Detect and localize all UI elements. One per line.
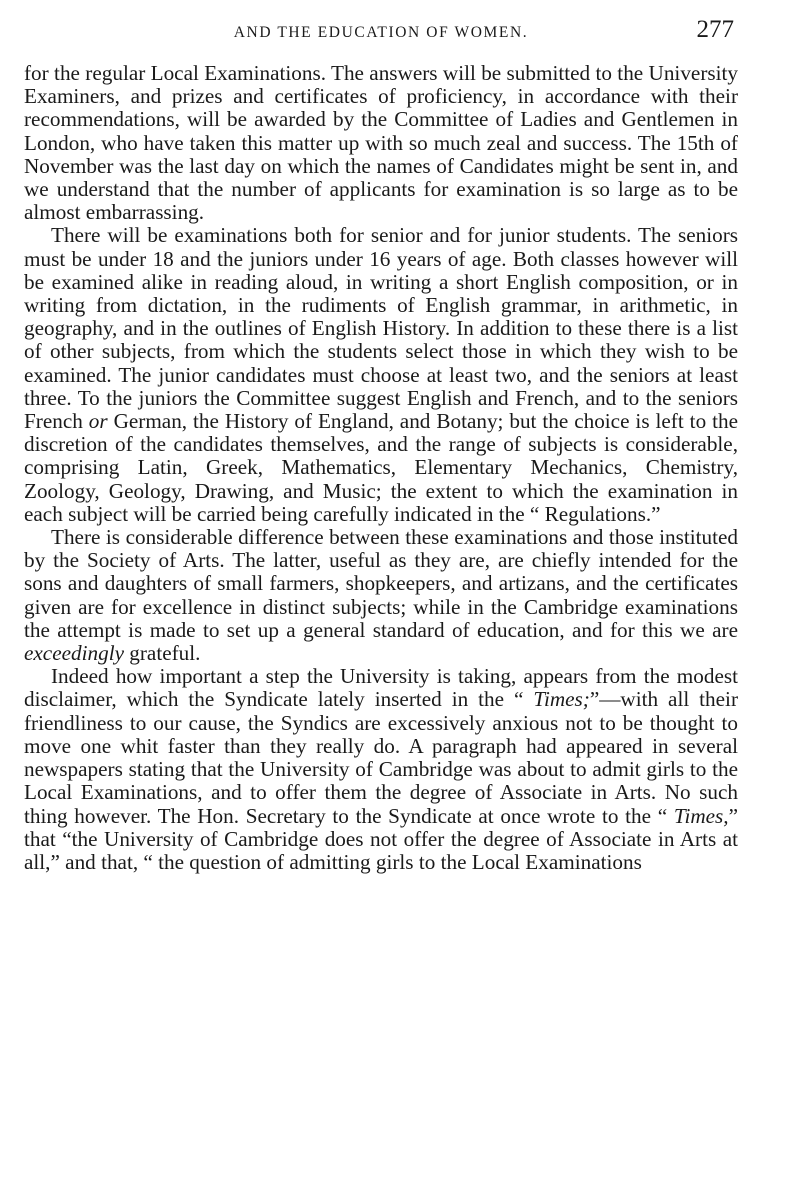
paragraph-4-text-b: ”—with all their friendliness to our cause, the Syndics are excessively anxious not to be thought to move one whit faster than they really do. A paragraph had appeared in several newspapers stating that the University of Cambridge was about to admit girls to the Local Examinations, and to offer them the degree of Associate in Arts. No such thing however. The Hon. Secretary to the Syndicate at once wrote to the “ xyxy=(24,687,738,828)
paragraph-4-emphasis-1: Times; xyxy=(533,687,590,712)
paragraph-4-text-c: ” that “the University of Cambridge does not offer the degree of Associate in Arts at all,” and that, “ the question of admitting girls to the Local Examinations xyxy=(24,803,738,874)
paragraph-3 xyxy=(24,526,738,665)
paragraph-3-emphasis: exceedingly xyxy=(24,641,124,666)
paragraph-4-text-a: Indeed how important a step the University is taking, appears from the modest disclaimer, which the Syndicate lately inserted in the “ xyxy=(24,664,738,712)
body-text xyxy=(24,62,738,874)
paragraph-1-text: for the regular Local Examinations. The answers will be submitted to the University Examiners, and prizes and certificates of proficiency, in accordance with their recommendations, will be awarded by the Committee of Ladies and Gentlemen in London, who have taken this matter up with so much zeal and success. The 15th of November was the last day on which the names of Candidates might be sent in, and we understand that the number of applicants for examination is so large as to be almost embarrassing. xyxy=(24,61,738,225)
paragraph-1 xyxy=(24,62,738,224)
paragraph-4 xyxy=(24,665,738,874)
paragraph-2 xyxy=(24,224,738,526)
paragraph-3-text-b: grateful. xyxy=(123,641,201,666)
paragraph-2-emphasis: or xyxy=(88,409,108,434)
paragraph-2-text-a: There will be examinations both for senior and for junior students. The seniors must be under 18 and the juniors under 16 years of age. Both classes however will be examined alike in reading aloud, in writing a short English composition, or in writing from dictation, in the rudiments of English grammar, in arithmetic, in geography, and in the outlines of English History. In addition to these there is a list of other subjects, from which the students select those in which they wish to be examined. The junior candidates must choose at least two, and the seniors at least three. To the juniors the Committee suggest English and French, and to the seniors French xyxy=(24,223,738,434)
paragraph-4-emphasis-2: Times, xyxy=(673,803,729,828)
page-number: 277 xyxy=(696,16,734,43)
book-page xyxy=(24,10,738,1194)
running-title: AND THE EDUCATION OF WOMEN. xyxy=(233,24,529,41)
running-head xyxy=(24,10,738,54)
paragraph-3-text-a: There is considerable difference between these examinations and those instituted by the Society of Arts. The latter, useful as they are, are chiefly intended for the sons and daughters of small farmers, shopkeepers, and artizans, and the certificates given are for excellence in distinct subjects; while in the Cambridge examinations the attempt is made to set up a general standard of education, and for this we are xyxy=(24,525,738,642)
paragraph-2-text-b: German, the History of England, and Botany; but the choice is left to the discretion of the candidates themselves, and the range of subjects is considerable, comprising Latin, Greek, Mathematics, Elementary Mechanics, Chemistry, Zoology, Geology, Drawing, and Music; the extent to which the examination in each subject will be carried being carefully indicated in the “ Regulations.” xyxy=(24,409,738,526)
